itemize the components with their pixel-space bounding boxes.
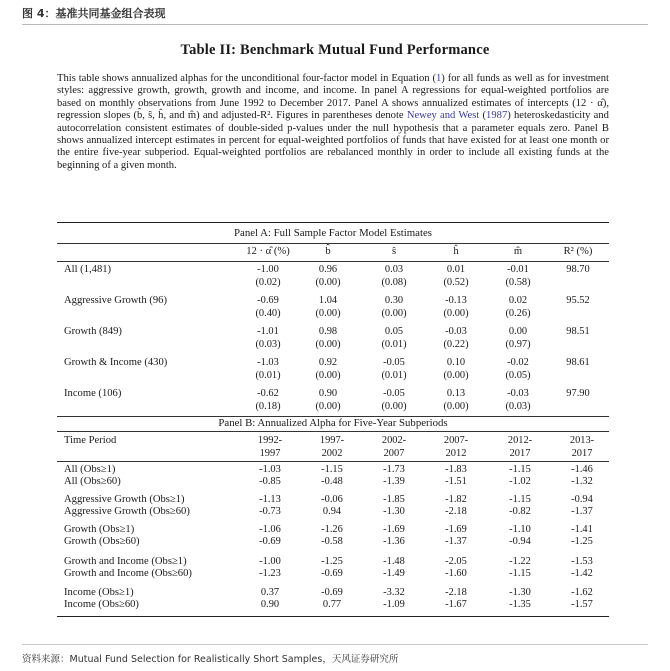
panel-b-row-label: Growth and Income (Obs≥1) bbox=[64, 556, 187, 567]
source-note: 资料来源：Mutual Fund Selection for Realistically Short Samples，天风证券研究所 bbox=[22, 654, 399, 665]
panel-a-row-label: Growth & Income (430) bbox=[64, 357, 168, 368]
table-caption: This table shows annualized alphas for the unconditional four-factor model in Equation (1) for all funds as well as for investment styles: aggressive growth, growth, growth and income, and income. In panel A regressions for equal-weighted portfolios are based on monthly observations from June 1992 to December 2017. Panel A shows annualized estimates of intercepts (12 · α̂), regression slopes (b̂, ŝ, ĥ, and m̂) and adjusted-R². Figures in parentheses denote Newey and West (1987) heteroskedasticity and autocorrelation consistent estimates of double-sided p-values under the null hypothesis that a parameter equals zero. Panel B shows annualized intercept estimates in percent for equal-weighted portfolios of funds that have existed for at least one month or the entire five-year subperiod. Equal-weighted portfolios are rebalanced monthly in order to include all existing funds at the beginning of a given month. bbox=[57, 73, 609, 171]
panel-a-estimate: 0.13 bbox=[446, 388, 466, 399]
period-header: 2002- bbox=[381, 435, 407, 446]
panel-a-header-0: 12 · α̂ (%) bbox=[246, 246, 290, 257]
panel-b-alpha: -1.30 bbox=[509, 587, 531, 598]
panel-a-header-3: ĥ bbox=[453, 246, 459, 257]
panel-b-rule bbox=[57, 431, 609, 432]
panel-b-alpha: -0.06 bbox=[321, 494, 343, 505]
figure-title: 图 4：基准共同基金组合表现 bbox=[22, 7, 166, 20]
panel-b-alpha: -1.39 bbox=[383, 476, 405, 487]
panel-b-alpha: -1.85 bbox=[383, 494, 405, 505]
panel-b-row-label: Growth (Obs≥60) bbox=[64, 536, 140, 547]
panel-b-alpha: -0.48 bbox=[321, 476, 343, 487]
panel-b-alpha: 0.94 bbox=[322, 506, 342, 517]
panel-b-alpha: -1.06 bbox=[259, 524, 281, 535]
equation-link[interactable]: 1 bbox=[436, 73, 442, 84]
panel-a-header-1: b̂ bbox=[325, 246, 331, 257]
period-header: 2017 bbox=[509, 448, 531, 459]
panel-a-pvalue: (0.00) bbox=[315, 401, 341, 412]
panel-a-pvalue: (0.00) bbox=[315, 308, 341, 319]
panel-b-row-label: All (Obs≥60) bbox=[64, 476, 121, 487]
panel-b-alpha: -0.85 bbox=[259, 476, 281, 487]
panel-a-estimate: -0.13 bbox=[445, 295, 467, 306]
panel-b-header-rule bbox=[57, 461, 609, 462]
panel-b-alpha: -1.37 bbox=[445, 536, 467, 547]
time-period-label: Time Period bbox=[64, 435, 117, 446]
panel-b-alpha: -1.57 bbox=[571, 599, 593, 610]
panel-b-alpha: 0.90 bbox=[260, 599, 280, 610]
panel-b-alpha: -1.83 bbox=[445, 464, 467, 475]
panel-b-alpha: -1.15 bbox=[509, 464, 531, 475]
panel-a-pvalue: (0.08) bbox=[381, 277, 407, 288]
panel-a-row-label: Growth (849) bbox=[64, 326, 122, 337]
panel-a-estimate: 1.04 bbox=[318, 295, 338, 306]
panel-b-alpha: -1.69 bbox=[445, 524, 467, 535]
panel-a-pvalue: (0.01) bbox=[381, 339, 407, 350]
bottom-divider bbox=[22, 644, 648, 645]
panel-b-alpha: -1.36 bbox=[383, 536, 405, 547]
panel-b-row-label: Growth (Obs≥1) bbox=[64, 524, 135, 535]
panel-b-alpha: -0.69 bbox=[321, 587, 343, 598]
panel-a-estimate: -0.62 bbox=[257, 388, 279, 399]
panel-b-row-label: All (Obs≥1) bbox=[64, 464, 116, 475]
panel-b-alpha: -0.58 bbox=[321, 536, 343, 547]
period-header: 2007- bbox=[443, 435, 469, 446]
panel-b-alpha: -1.48 bbox=[383, 556, 405, 567]
panel-a-estimate: -0.01 bbox=[507, 264, 529, 275]
panel-b-alpha: -1.73 bbox=[383, 464, 405, 475]
panel-a-estimate: 0.05 bbox=[384, 326, 404, 337]
panel-b-alpha: -1.46 bbox=[571, 464, 593, 475]
panel-b-alpha: -1.53 bbox=[571, 556, 593, 567]
period-header: 2002 bbox=[321, 448, 343, 459]
panel-a-row-label: Income (106) bbox=[64, 388, 122, 399]
citation-link[interactable]: Newey and West bbox=[406, 110, 480, 122]
panel-a-pvalue: (0.18) bbox=[255, 401, 281, 412]
panel-b-alpha: -1.82 bbox=[445, 494, 467, 505]
panel-b-alpha: -1.26 bbox=[321, 524, 343, 535]
panel-a-pvalue: (0.01) bbox=[381, 370, 407, 381]
panel-b-alpha: -2.05 bbox=[445, 556, 467, 567]
period-header: 2012- bbox=[507, 435, 533, 446]
panel-b-row-label: Income (Obs≥60) bbox=[64, 599, 139, 610]
panel-b-alpha: -1.32 bbox=[571, 476, 593, 487]
panel-b-alpha: -0.73 bbox=[259, 506, 281, 517]
panel-a-pvalue: (0.97) bbox=[505, 339, 531, 350]
panel-b-alpha: -1.25 bbox=[571, 536, 593, 547]
panel-a-estimate: 98.70 bbox=[566, 264, 590, 275]
panel-b-alpha: -1.00 bbox=[259, 556, 281, 567]
panel-a-row-label: Aggressive Growth (96) bbox=[64, 295, 167, 306]
panel-b-alpha: -1.60 bbox=[445, 568, 467, 579]
panel-a-estimate: 0.02 bbox=[508, 295, 528, 306]
panel-a-estimate: 0.92 bbox=[318, 357, 338, 368]
panel-b-alpha: -1.15 bbox=[509, 568, 531, 579]
panel-b-row-label: Growth and Income (Obs≥60) bbox=[64, 568, 192, 579]
citation-year-link[interactable]: 1987 bbox=[486, 110, 508, 122]
panel-a-estimate: -0.69 bbox=[257, 295, 279, 306]
panel-a-estimate: 0.90 bbox=[318, 388, 338, 399]
panel-a-pvalue: (0.00) bbox=[443, 308, 469, 319]
panel-b-alpha: -3.32 bbox=[383, 587, 405, 598]
panel-b-alpha: -1.09 bbox=[383, 599, 405, 610]
panel-b-alpha: -1.22 bbox=[509, 556, 531, 567]
panel-a-pvalue: (0.52) bbox=[443, 277, 469, 288]
period-header: 2012 bbox=[445, 448, 467, 459]
panel-a-estimate: -1.00 bbox=[257, 264, 279, 275]
panel-a-estimate: -0.02 bbox=[507, 357, 529, 368]
panel-b-alpha: -0.94 bbox=[509, 536, 531, 547]
panel-a-estimate: -1.03 bbox=[257, 357, 279, 368]
table-top-rule bbox=[57, 222, 609, 223]
panel-a-pvalue: (0.00) bbox=[443, 370, 469, 381]
panel-b-alpha: -1.23 bbox=[259, 568, 281, 579]
panel-b-alpha: 0.37 bbox=[260, 587, 280, 598]
panel-a-row-label: All (1,481) bbox=[64, 264, 112, 275]
panel-a-header-5: R² (%) bbox=[563, 246, 593, 257]
panel-b-alpha: -1.51 bbox=[445, 476, 467, 487]
table-bottom-rule bbox=[57, 616, 609, 617]
panel-b-alpha: -1.30 bbox=[383, 506, 405, 517]
panel-b-alpha: -1.25 bbox=[321, 556, 343, 567]
panel-a-estimate: 0.01 bbox=[446, 264, 466, 275]
panel-a-rule bbox=[57, 243, 609, 244]
panel-a-pvalue: (0.00) bbox=[381, 308, 407, 319]
panel-b-alpha: -1.62 bbox=[571, 587, 593, 598]
panel-a-pvalue: (0.22) bbox=[443, 339, 469, 350]
period-header: 1997 bbox=[259, 448, 281, 459]
panel-b-alpha: -0.82 bbox=[509, 506, 531, 517]
period-header: 2013- bbox=[569, 435, 595, 446]
panel-b-alpha: -1.13 bbox=[259, 494, 281, 505]
panel-a-estimate: 95.52 bbox=[566, 295, 590, 306]
panel-a-pvalue: (0.26) bbox=[505, 308, 531, 319]
panel-a-estimate: 0.03 bbox=[384, 264, 404, 275]
panel-a-pvalue: (0.03) bbox=[505, 401, 531, 412]
panel-b-title: Panel B: Annualized Alpha for Five-Year Subperiods bbox=[218, 417, 448, 429]
panel-a-estimate: 0.96 bbox=[318, 264, 338, 275]
panel-b-alpha: -2.18 bbox=[445, 506, 467, 517]
panel-a-pvalue: (0.00) bbox=[315, 339, 341, 350]
panel-a-pvalue: (0.03) bbox=[255, 339, 281, 350]
panel-a-pvalue: (0.58) bbox=[505, 277, 531, 288]
panel-a-estimate: -0.05 bbox=[383, 388, 405, 399]
panel-a-estimate: -1.01 bbox=[257, 326, 279, 337]
period-header: 1992- bbox=[257, 435, 283, 446]
panel-b-alpha: -1.42 bbox=[571, 568, 593, 579]
panel-a-pvalue: (0.01) bbox=[255, 370, 281, 381]
panel-b-alpha: -1.10 bbox=[509, 524, 531, 535]
panel-b-alpha: -1.15 bbox=[509, 494, 531, 505]
panel-a-estimate: 98.51 bbox=[566, 326, 590, 337]
panel-a-header-rule bbox=[57, 261, 609, 262]
panel-b-alpha: -1.37 bbox=[571, 506, 593, 517]
panel-a-header-4: m̂ bbox=[513, 246, 523, 257]
panel-a-pvalue: (0.05) bbox=[505, 370, 531, 381]
panel-b-alpha: -1.02 bbox=[509, 476, 531, 487]
table-title: Table II: Benchmark Mutual Fund Performance bbox=[180, 42, 490, 58]
panel-a-pvalue: (0.00) bbox=[443, 401, 469, 412]
panel-a-pvalue: (0.00) bbox=[315, 370, 341, 381]
panel-b-row-label: Aggressive Growth (Obs≥1) bbox=[64, 494, 185, 505]
panel-b-alpha: 0.77 bbox=[322, 599, 342, 610]
panel-a-estimate: 0.10 bbox=[446, 357, 466, 368]
panel-a-estimate: 97.90 bbox=[566, 388, 590, 399]
panel-b-alpha: -0.69 bbox=[259, 536, 281, 547]
panel-a-estimate: 0.98 bbox=[318, 326, 338, 337]
panel-a-pvalue: (0.00) bbox=[315, 277, 341, 288]
period-header: 1997- bbox=[319, 435, 345, 446]
panel-b-row-label: Income (Obs≥1) bbox=[64, 587, 134, 598]
panel-a-pvalue: (0.40) bbox=[255, 308, 281, 319]
panel-a-estimate: 0.30 bbox=[384, 295, 404, 306]
panel-a-pvalue: (0.00) bbox=[381, 401, 407, 412]
panel-b-alpha: -2.18 bbox=[445, 587, 467, 598]
panel-a-title: Panel A: Full Sample Factor Model Estimates bbox=[234, 227, 432, 239]
panel-a-estimate: 98.61 bbox=[566, 357, 590, 368]
period-header: 2017 bbox=[571, 448, 593, 459]
top-divider bbox=[22, 24, 648, 25]
panel-a-estimate: -0.03 bbox=[445, 326, 467, 337]
panel-a-estimate: -0.05 bbox=[383, 357, 405, 368]
panel-b-alpha: -1.41 bbox=[571, 524, 593, 535]
panel-b-alpha: -1.35 bbox=[509, 599, 531, 610]
panel-b-alpha: -1.67 bbox=[445, 599, 467, 610]
panel-b-alpha: -0.69 bbox=[321, 568, 343, 579]
panel-a-header-2: ŝ bbox=[391, 246, 397, 257]
panel-b-alpha: -0.94 bbox=[571, 494, 593, 505]
panel-a-estimate: 0.00 bbox=[508, 326, 528, 337]
panel-a-pvalue: (0.02) bbox=[255, 277, 281, 288]
period-header: 2007 bbox=[383, 448, 405, 459]
panel-b-row-label: Aggressive Growth (Obs≥60) bbox=[64, 506, 190, 517]
panel-b-alpha: -1.69 bbox=[383, 524, 405, 535]
panel-b-alpha: -1.49 bbox=[383, 568, 405, 579]
panel-b-alpha: -1.15 bbox=[321, 464, 343, 475]
panel-b-alpha: -1.03 bbox=[259, 464, 281, 475]
panel-a-estimate: -0.03 bbox=[507, 388, 529, 399]
